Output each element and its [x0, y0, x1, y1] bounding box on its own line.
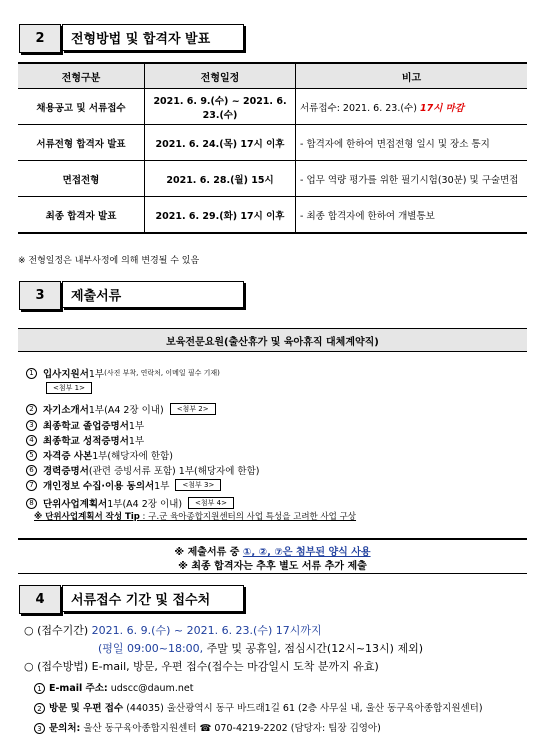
column-header: 비고 [296, 63, 528, 89]
document-name: 입사지원서 [43, 369, 89, 380]
item-number: 1 [26, 368, 37, 379]
document-item [26, 402, 216, 416]
item-number: 7 [26, 480, 37, 491]
stage-cell: 채용공고 및 서류접수 [18, 89, 145, 125]
section-2-number: 2 [19, 24, 61, 53]
item-number: 1 [34, 683, 45, 694]
document-name: 개인정보 수집·이용 동의서 [43, 481, 155, 492]
item-number: 8 [26, 498, 37, 509]
document-name: 경력증명서 [43, 466, 89, 477]
period-sub-line [98, 640, 423, 656]
document-name: 최종학교 성적증명서 [43, 436, 129, 447]
note-cell: - 업무 역량 평가를 위한 필기시험(30분) 및 구술면접 [296, 161, 528, 197]
note-cell: - 최종 합격자에 한하여 개별통보 [296, 197, 528, 234]
section-4-title: 서류접수 기간 및 접수처 [62, 585, 244, 612]
column-header: 전형구분 [18, 63, 145, 89]
period-label: ○ (접수기간) [24, 624, 89, 637]
date-cell: 2021. 6. 29.(화) 17시 이후 [145, 197, 296, 234]
tip-text: : 구․군 육아종합지원센터의 사업 특성을 고려한 사업 구상 [139, 512, 357, 522]
contact-label: 문의처: [49, 723, 81, 734]
table-row [18, 161, 527, 197]
document-item [26, 366, 220, 380]
method-line: ○ (접수방법) E-mail, 방문, 우편 접수(접수는 마감일시 도착 분까지 유효) [24, 660, 379, 673]
period-line [24, 622, 322, 638]
section-2-title: 전형방법 및 합격자 발표 [62, 24, 244, 51]
item-number: 5 [26, 450, 37, 461]
document-name: 최종학교 졸업증명서 [43, 421, 129, 432]
document-qty: (관련 증빙서류 포함) 1부(해당자에 한함) [88, 466, 260, 477]
post-address: (44035) 울산광역시 동구 바드래1길 61 (2층 사무실 내, 울산 동구육아종합지원센터) [123, 703, 483, 714]
note-forms-highlight: ①, ②, ⑦은 첨부된 양식 사용 [242, 547, 371, 558]
document-name: 자기소개서 [43, 405, 89, 416]
schedule-table [18, 62, 527, 234]
submission-note-forms [0, 543, 545, 558]
document-item [26, 433, 144, 447]
section-4-number: 4 [19, 585, 61, 614]
table-header-row [18, 63, 527, 89]
divider [18, 538, 527, 540]
item-number: 2 [34, 703, 45, 714]
document-name: 단위사업계획서 [43, 499, 108, 510]
period-weekday-hours: (평일 09:00~18:00, [98, 642, 204, 655]
document-name: 자격증 사본 [43, 451, 93, 462]
item-number: 2 [26, 404, 37, 415]
document-item [26, 496, 234, 510]
attachment-tag: <첨부 1> [46, 382, 92, 394]
document-qty: 1부 [154, 481, 170, 492]
table-row [18, 125, 527, 161]
date-cell: 2021. 6. 24.(목) 17시 이후 [145, 125, 296, 161]
position-banner: 보육전문요원(출산휴가 및 육아휴직 대체계약직) [18, 328, 527, 352]
column-header: 전형일정 [145, 63, 296, 89]
attachment-tag-row [40, 382, 92, 394]
item-number: 6 [26, 465, 37, 476]
attachment-tag: <첨부 2> [170, 403, 216, 415]
period-exclusions: 주말 및 공휴일, 점심시간(12시~13시) 제외) [203, 642, 423, 655]
item-number: 3 [34, 723, 45, 734]
document-detail: (사진 부착, 연락처, 이메일 필수 기재) [104, 369, 220, 377]
date-cell: 2021. 6. 9.(수) ~ 2021. 6. 23.(수) [145, 89, 296, 125]
contact-line [34, 720, 381, 734]
post-line [34, 700, 483, 714]
stage-cell: 서류전형 합격자 발표 [18, 125, 145, 161]
note-cell [296, 89, 528, 125]
document-item [26, 418, 144, 432]
note-prefix: ※ 제출서류 중 [174, 547, 243, 558]
document-qty: 1부(A4 2장 이내) [107, 499, 183, 510]
document-qty: 1부 [128, 436, 145, 447]
section-3-number: 3 [19, 281, 61, 310]
submission-note-additional: ※ 최종 합격자는 추후 별도 서류 추가 제출 [178, 561, 367, 572]
item-number: 4 [26, 435, 37, 446]
document-qty: 1부 [128, 421, 145, 432]
item-number: 3 [26, 420, 37, 431]
email-line [34, 680, 193, 694]
date-cell: 2021. 6. 28.(월) 15시 [145, 161, 296, 197]
document-qty: 1부(해당자에 한함) [92, 451, 173, 462]
document-qty: 1부(A4 2장 이내) [88, 405, 164, 416]
email-label: E-mail 주소: [49, 683, 108, 694]
document-item [26, 478, 221, 492]
table-row [18, 197, 527, 234]
deadline-highlight: 17시 마감 [419, 102, 465, 114]
tip-label: ※ 단위사업계획서 작성 Tip [34, 512, 140, 522]
business-plan-tip [34, 510, 356, 522]
attachment-tag: <첨부 3> [175, 479, 221, 491]
stage-cell: 최종 합격자 발표 [18, 197, 145, 234]
section-3-title: 제출서류 [62, 281, 244, 308]
schedule-footnote: ※ 전형일정은 내부사정에 의해 변경될 수 있음 [18, 256, 200, 266]
period-value: 2021. 6. 9.(수) ~ 2021. 6. 23.(수) 17시까지 [88, 624, 322, 637]
divider [18, 573, 527, 574]
table-row [18, 89, 527, 125]
post-label: 방문 및 우편 접수 [49, 703, 124, 714]
email-address[interactable]: udscc@daum.net [107, 683, 194, 694]
note-text: 서류접수: 2021. 6. 23.(수) [300, 102, 420, 114]
document-qty: 1부 [88, 369, 105, 380]
attachment-tag: <첨부 4> [188, 497, 234, 509]
contact-value: 울산 동구육아종합지원센터 ☎ 070-4219-2202 (담당자: 팀장 김영아) [80, 723, 381, 734]
note-cell: - 합격자에 한하여 면접전형 일시 및 장소 통지 [296, 125, 528, 161]
stage-cell: 면접전형 [18, 161, 145, 197]
document-item [26, 463, 260, 477]
document-item [26, 448, 173, 462]
